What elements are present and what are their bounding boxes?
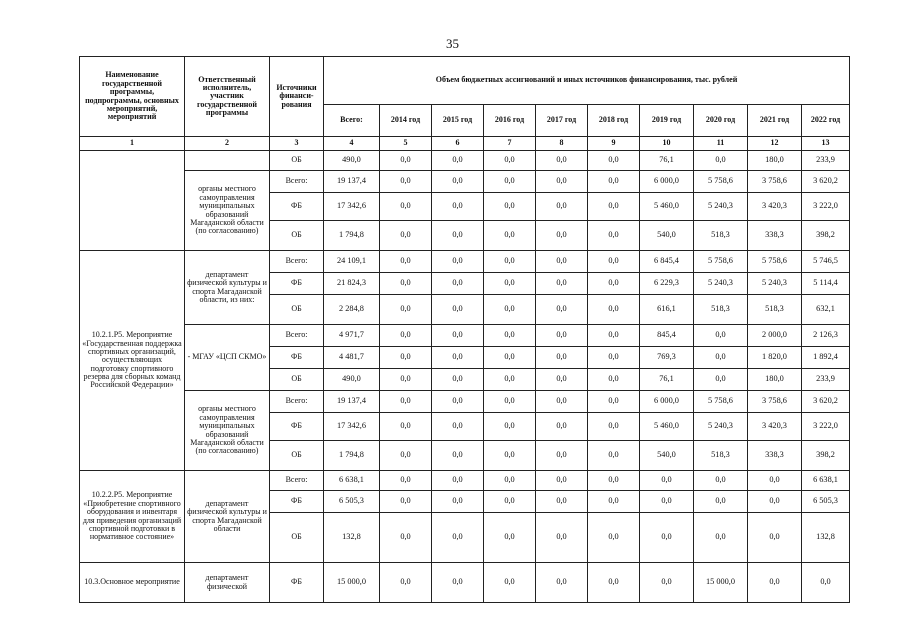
year-value-cell: 1 892,4: [802, 347, 850, 369]
year-value-cell: 0,0: [588, 273, 640, 295]
year-value-cell: 0,0: [536, 171, 588, 193]
year-value-cell: 0,0: [380, 193, 432, 221]
year-value-cell: 0,0: [432, 491, 484, 513]
header-year: 2021 год: [748, 105, 802, 137]
year-value-cell: 0,0: [640, 563, 694, 603]
source-cell: ОБ: [270, 151, 324, 171]
col-number: 11: [694, 137, 748, 151]
year-value-cell: 0,0: [484, 295, 536, 325]
year-value-cell: 0,0: [536, 391, 588, 413]
year-value-cell: 398,2: [802, 221, 850, 251]
source-cell: Всего:: [270, 325, 324, 347]
year-value-cell: 0,0: [380, 441, 432, 471]
year-value-cell: 0,0: [380, 295, 432, 325]
total-value-cell: 17 342,6: [324, 413, 380, 441]
year-value-cell: 0,0: [588, 295, 640, 325]
executor-cell: департамент физической: [185, 563, 270, 603]
total-value-cell: 19 137,4: [324, 171, 380, 193]
year-value-cell: 0,0: [484, 391, 536, 413]
year-value-cell: 0,0: [536, 513, 588, 563]
program-name-cell: [80, 151, 185, 251]
year-value-cell: 0,0: [536, 151, 588, 171]
year-value-cell: 0,0: [588, 391, 640, 413]
year-value-cell: 180,0: [748, 369, 802, 391]
year-value-cell: 0,0: [694, 513, 748, 563]
year-value-cell: 5 460,0: [640, 413, 694, 441]
year-value-cell: 0,0: [484, 221, 536, 251]
year-value-cell: 0,0: [536, 251, 588, 273]
year-value-cell: 3 222,0: [802, 193, 850, 221]
col-number: 3: [270, 137, 324, 151]
source-cell: Всего:: [270, 391, 324, 413]
col-number: 1: [80, 137, 185, 151]
year-value-cell: 0,0: [380, 347, 432, 369]
year-value-cell: 518,3: [694, 441, 748, 471]
year-value-cell: 0,0: [536, 193, 588, 221]
year-value-cell: 518,3: [694, 221, 748, 251]
year-value-cell: 0,0: [432, 251, 484, 273]
year-value-cell: 0,0: [432, 563, 484, 603]
page-number: 35: [446, 36, 459, 51]
year-value-cell: 5 114,4: [802, 273, 850, 295]
year-value-cell: 3 758,6: [748, 171, 802, 193]
year-value-cell: 2 126,3: [802, 325, 850, 347]
total-value-cell: 1 794,8: [324, 441, 380, 471]
year-value-cell: 3 420,3: [748, 193, 802, 221]
header-year: 2016 год: [484, 105, 536, 137]
year-value-cell: 0,0: [536, 491, 588, 513]
year-value-cell: 15 000,0: [694, 563, 748, 603]
source-cell: ОБ: [270, 369, 324, 391]
year-value-cell: 0,0: [748, 471, 802, 491]
year-value-cell: 0,0: [380, 369, 432, 391]
executor-cell: органы местного самоуправления муниципальных образований Магаданской области (по согласованию): [185, 171, 270, 251]
year-value-cell: 0,0: [588, 151, 640, 171]
header-executor: Ответственный исполнитель, участник государственной программы: [185, 57, 270, 137]
year-value-cell: 5 758,6: [694, 251, 748, 273]
year-value-cell: 518,3: [694, 295, 748, 325]
year-value-cell: 0,0: [432, 513, 484, 563]
year-value-cell: 3 420,3: [748, 413, 802, 441]
year-value-cell: 0,0: [432, 347, 484, 369]
year-value-cell: 5 240,3: [694, 413, 748, 441]
source-cell: Всего:: [270, 171, 324, 193]
year-value-cell: 616,1: [640, 295, 694, 325]
year-value-cell: 6 000,0: [640, 171, 694, 193]
year-value-cell: 0,0: [380, 151, 432, 171]
header-program: Наименование государственной программы, подпрограммы, основных мероприятий, мероприятий: [80, 57, 185, 137]
year-value-cell: 0,0: [536, 471, 588, 491]
budget-table: [79, 56, 850, 603]
year-value-cell: 0,0: [380, 325, 432, 347]
year-value-cell: 0,0: [484, 369, 536, 391]
year-value-cell: 0,0: [432, 221, 484, 251]
year-value-cell: 0,0: [432, 471, 484, 491]
year-value-cell: 540,0: [640, 441, 694, 471]
header-year: 2019 год: [640, 105, 694, 137]
header-year: 2018 год: [588, 105, 640, 137]
total-value-cell: 132,8: [324, 513, 380, 563]
year-value-cell: 0,0: [432, 295, 484, 325]
year-value-cell: 540,0: [640, 221, 694, 251]
year-value-cell: 0,0: [432, 151, 484, 171]
year-value-cell: 0,0: [588, 251, 640, 273]
year-value-cell: 5 758,6: [694, 391, 748, 413]
total-value-cell: 24 109,1: [324, 251, 380, 273]
year-value-cell: 6 845,4: [640, 251, 694, 273]
executor-cell: департамент физической культуры и спорта Магаданской области, из них:: [185, 251, 270, 325]
header-year: 2014 год: [380, 105, 432, 137]
col-number: 12: [748, 137, 802, 151]
year-value-cell: 0,0: [588, 171, 640, 193]
year-value-cell: 769,3: [640, 347, 694, 369]
total-value-cell: 1 794,8: [324, 221, 380, 251]
year-value-cell: 0,0: [484, 347, 536, 369]
year-value-cell: 0,0: [432, 441, 484, 471]
source-cell: ФБ: [270, 491, 324, 513]
year-value-cell: 0,0: [694, 325, 748, 347]
col-number: 13: [802, 137, 850, 151]
year-value-cell: 0,0: [640, 471, 694, 491]
year-value-cell: 0,0: [588, 441, 640, 471]
year-value-cell: 0,0: [588, 413, 640, 441]
year-value-cell: 0,0: [432, 171, 484, 193]
year-value-cell: 0,0: [484, 441, 536, 471]
year-value-cell: 0,0: [694, 491, 748, 513]
year-value-cell: 6 000,0: [640, 391, 694, 413]
year-value-cell: 338,3: [748, 441, 802, 471]
total-value-cell: 6 505,3: [324, 491, 380, 513]
source-cell: ОБ: [270, 295, 324, 325]
year-value-cell: 0,0: [484, 193, 536, 221]
year-value-cell: 0,0: [694, 347, 748, 369]
executor-cell: [185, 151, 270, 171]
source-cell: ОБ: [270, 513, 324, 563]
executor-cell: департамент физической культуры и спорта Магаданской области: [185, 471, 270, 563]
source-cell: ФБ: [270, 273, 324, 295]
year-value-cell: 0,0: [536, 369, 588, 391]
total-value-cell: 19 137,4: [324, 391, 380, 413]
year-value-cell: 0,0: [432, 273, 484, 295]
year-value-cell: 1 820,0: [748, 347, 802, 369]
year-value-cell: 0,0: [748, 563, 802, 603]
source-cell: ОБ: [270, 441, 324, 471]
year-value-cell: 0,0: [432, 193, 484, 221]
year-value-cell: 0,0: [588, 563, 640, 603]
year-value-cell: 0,0: [640, 491, 694, 513]
source-cell: Всего:: [270, 251, 324, 273]
year-value-cell: 0,0: [588, 221, 640, 251]
year-value-cell: 0,0: [536, 221, 588, 251]
year-value-cell: 0,0: [748, 513, 802, 563]
total-value-cell: 4 971,7: [324, 325, 380, 347]
year-value-cell: 5 240,3: [694, 193, 748, 221]
source-cell: ФБ: [270, 193, 324, 221]
col-number: 8: [536, 137, 588, 151]
col-number: 9: [588, 137, 640, 151]
year-value-cell: 0,0: [432, 391, 484, 413]
year-value-cell: 0,0: [588, 325, 640, 347]
year-value-cell: 0,0: [380, 491, 432, 513]
year-value-cell: 0,0: [484, 251, 536, 273]
program-name-cell: 10.3.Основное мероприятие: [80, 563, 185, 603]
header-source: Источники финанси-рования: [270, 57, 324, 137]
year-value-cell: 0,0: [484, 171, 536, 193]
year-value-cell: 5 746,5: [802, 251, 850, 273]
header-total: Всего:: [324, 105, 380, 137]
year-value-cell: 518,3: [748, 295, 802, 325]
year-value-cell: 3 758,6: [748, 391, 802, 413]
year-value-cell: 0,0: [432, 325, 484, 347]
year-value-cell: 180,0: [748, 151, 802, 171]
year-value-cell: 0,0: [380, 563, 432, 603]
col-number: 5: [380, 137, 432, 151]
year-value-cell: 0,0: [802, 563, 850, 603]
col-number: 4: [324, 137, 380, 151]
year-value-cell: 0,0: [588, 369, 640, 391]
year-value-cell: 5 460,0: [640, 193, 694, 221]
col-number: 10: [640, 137, 694, 151]
year-value-cell: 0,0: [536, 563, 588, 603]
year-value-cell: 76,1: [640, 151, 694, 171]
year-value-cell: 0,0: [380, 413, 432, 441]
total-value-cell: 2 284,8: [324, 295, 380, 325]
year-value-cell: 0,0: [484, 325, 536, 347]
year-value-cell: 0,0: [588, 193, 640, 221]
year-value-cell: 0,0: [536, 325, 588, 347]
total-value-cell: 17 342,6: [324, 193, 380, 221]
year-value-cell: 0,0: [588, 513, 640, 563]
year-value-cell: 5 758,6: [748, 251, 802, 273]
year-value-cell: 0,0: [484, 273, 536, 295]
source-cell: ОБ: [270, 221, 324, 251]
year-value-cell: 0,0: [432, 369, 484, 391]
header-year: 2015 год: [432, 105, 484, 137]
source-cell: ФБ: [270, 563, 324, 603]
year-value-cell: 6 505,3: [802, 491, 850, 513]
year-value-cell: 6 229,3: [640, 273, 694, 295]
year-value-cell: 0,0: [380, 171, 432, 193]
year-value-cell: 0,0: [694, 369, 748, 391]
source-cell: ФБ: [270, 413, 324, 441]
year-value-cell: 0,0: [536, 413, 588, 441]
year-value-cell: 0,0: [484, 413, 536, 441]
year-value-cell: 6 638,1: [802, 471, 850, 491]
year-value-cell: 0,0: [484, 471, 536, 491]
year-value-cell: 0,0: [484, 151, 536, 171]
year-value-cell: 233,9: [802, 369, 850, 391]
program-name-cell: 10.2.2.Р5. Мероприятие «Приобретение спортивного оборудования и инвентаря для приведения организаций спортивной подготовки в нормативное состояние»: [80, 471, 185, 563]
year-value-cell: 0,0: [588, 471, 640, 491]
year-value-cell: 233,9: [802, 151, 850, 171]
year-value-cell: 0,0: [484, 563, 536, 603]
header-year: 2020 год: [694, 105, 748, 137]
total-value-cell: 490,0: [324, 369, 380, 391]
source-cell: ФБ: [270, 347, 324, 369]
year-value-cell: 0,0: [380, 221, 432, 251]
year-value-cell: 0,0: [380, 273, 432, 295]
total-value-cell: 490,0: [324, 151, 380, 171]
program-name-cell: 10.2.1.Р5. Мероприятие «Государственная поддержка спортивных организаций, осуществляющих подготовку спортивного резерва для сборных команд Российской Федерации»: [80, 251, 185, 471]
year-value-cell: 398,2: [802, 441, 850, 471]
col-number: 2: [185, 137, 270, 151]
year-value-cell: 0,0: [484, 491, 536, 513]
year-value-cell: 3 620,2: [802, 391, 850, 413]
year-value-cell: 0,0: [536, 441, 588, 471]
total-value-cell: 15 000,0: [324, 563, 380, 603]
header-year: 2017 год: [536, 105, 588, 137]
year-value-cell: 0,0: [484, 513, 536, 563]
year-value-cell: 632,1: [802, 295, 850, 325]
header-year: 2022 год: [802, 105, 850, 137]
year-value-cell: 5 758,6: [694, 171, 748, 193]
year-value-cell: 0,0: [536, 347, 588, 369]
year-value-cell: 0,0: [380, 391, 432, 413]
year-value-cell: 0,0: [432, 413, 484, 441]
year-value-cell: 3 620,2: [802, 171, 850, 193]
year-value-cell: 0,0: [748, 491, 802, 513]
header-volume: Объем бюджетных ассигнований и иных источников финансирования, тыс. рублей: [324, 57, 850, 105]
year-value-cell: 0,0: [694, 151, 748, 171]
year-value-cell: 0,0: [380, 251, 432, 273]
total-value-cell: 6 638,1: [324, 471, 380, 491]
source-cell: Всего:: [270, 471, 324, 491]
year-value-cell: 0,0: [380, 471, 432, 491]
year-value-cell: 0,0: [694, 471, 748, 491]
col-number: 6: [432, 137, 484, 151]
year-value-cell: 0,0: [536, 273, 588, 295]
year-value-cell: 0,0: [380, 513, 432, 563]
total-value-cell: 21 824,3: [324, 273, 380, 295]
year-value-cell: 76,1: [640, 369, 694, 391]
executor-cell: органы местного самоуправления муниципальных образований Магаданской области (по согласованию): [185, 391, 270, 471]
year-value-cell: 845,4: [640, 325, 694, 347]
year-value-cell: 5 240,3: [748, 273, 802, 295]
executor-cell: - МГАУ «ЦСП СКМО»: [185, 325, 270, 391]
col-number: 7: [484, 137, 536, 151]
year-value-cell: 5 240,3: [694, 273, 748, 295]
year-value-cell: 0,0: [588, 347, 640, 369]
year-value-cell: 0,0: [640, 513, 694, 563]
total-value-cell: 4 481,7: [324, 347, 380, 369]
year-value-cell: 0,0: [536, 295, 588, 325]
year-value-cell: 338,3: [748, 221, 802, 251]
year-value-cell: 132,8: [802, 513, 850, 563]
year-value-cell: 3 222,0: [802, 413, 850, 441]
year-value-cell: 0,0: [588, 491, 640, 513]
year-value-cell: 2 000,0: [748, 325, 802, 347]
